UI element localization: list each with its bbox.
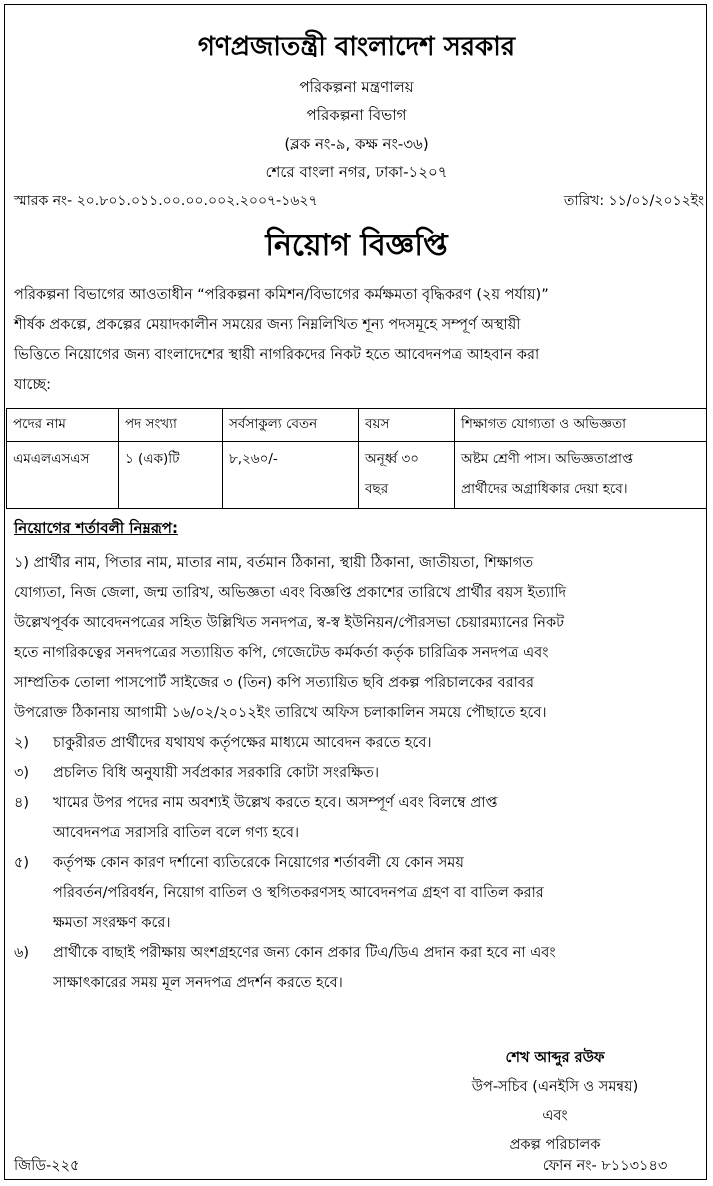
intro-line: ভিত্তিতে নিয়োগের জন্য বাংলাদেশের স্থায়ী নাগরিকদের নিকট হতে আবেদনপত্র আহবান করা	[14, 347, 540, 363]
condition-number: ৪)	[14, 795, 30, 811]
intro-line: পরিকল্পনা বিভাগের আওতাধীন “পরিকল্পনা কমিশন/বিভাগের কর্মক্ষমতা বৃদ্ধিকরণ (২য় পর্যায়)”	[14, 287, 549, 303]
condition-item	[14, 938, 704, 998]
condition-line: চাকুরীরত প্রার্থীদের যথাযথ কর্তৃপক্ষের মাধ্যমে আবেদন করতে হবে।	[53, 735, 432, 751]
condition-number: ৩)	[14, 765, 30, 781]
cell-salary: ৮,২৬০/-	[223, 442, 359, 509]
signatory-and: এবং	[542, 1108, 568, 1124]
signatory-designation: উপ-সচিব (এনইসি ও সমন্বয়)	[471, 1079, 639, 1095]
condition-line: আবেদনপত্র সরাসরি বাতিল বলে গণ্য হবে।	[53, 825, 300, 841]
condition-line: প্রার্থীকে বাছাই পরীক্ষায় অংশগ্রহণের জন্য কোন প্রকার টিএ/ডিএ প্রদান করা হবে না এবং	[53, 945, 556, 961]
condition-item	[14, 848, 704, 938]
condition-line: প্রচলিত বিধি অনুযায়ী সর্বপ্রকার সরকারি কোটা সংরক্ষিত।	[53, 765, 380, 781]
qualification-line: অষ্টম শ্রেণী পাস। অভিজ্ঞতাপ্রাপ্ত	[461, 451, 633, 467]
header-qualification: শিক্ষাগত যোগ্যতা ও অভিজ্ঞতা	[455, 409, 707, 442]
condition-item	[14, 758, 704, 788]
vacancy-table	[6, 408, 707, 509]
condition-number: ২)	[14, 735, 30, 751]
condition-line: সাম্প্রতিক তোলা পাসপোর্ট সাইজের ৩ (তিন) কপি সত্যায়িত ছবি প্রকল্প পরিচালকের বরাবর	[14, 675, 534, 691]
office-address: শেরে বাংলা নগর, ঢাকা-১২০৭	[265, 163, 448, 181]
ministry-name: পরিকল্পনা মন্ত্রণালয়	[299, 78, 414, 96]
phone-number: ফোন নং- ৮১১৩১৪৩	[542, 1158, 668, 1174]
cell-age	[359, 442, 455, 509]
condition-item	[14, 788, 704, 848]
block-room: (ব্লক নং-৯, কক্ষ নং-৩৬)	[284, 135, 429, 153]
conditions-list	[14, 548, 704, 998]
intro-line: যাচ্ছে:	[14, 377, 51, 393]
age-line: বছর	[365, 481, 389, 497]
signatory-role: প্রকল্প পরিচালক	[509, 1137, 601, 1153]
division-name: পরিকল্পনা বিভাগ	[306, 106, 407, 124]
age-line: অনূর্ধ্ব ৩০	[365, 451, 420, 467]
condition-line: পরিবর্তন/পরিবর্ধন, নিয়োগ বাতিল ও স্থগিতকরণসহ আবেদনপত্র গ্রহণ বা বাতিল করার	[53, 885, 544, 901]
condition-item	[14, 548, 704, 728]
condition-line: ক্ষমতা সংরক্ষণ করে।	[53, 915, 171, 931]
cell-post: এমএলএসএস	[7, 442, 119, 509]
notice-title: নিয়োগ বিজ্ঞপ্তি	[265, 228, 448, 263]
memo-date: তারিখ: ১১/০১/২০১২ইং	[563, 193, 704, 209]
conditions-heading: নিয়োগের শর্তাবলী নিম্নরূপ:	[14, 519, 178, 537]
condition-line: কর্তৃপক্ষ কোন কারণ দর্শানো ব্যতিরেকে নিয়োগের শর্তাবলী যে কোন সময়	[53, 855, 464, 871]
qualification-line: প্রার্থীদের অগ্রাধিকার দেয়া হবে।	[461, 481, 628, 497]
condition-line: ১) প্রার্থীর নাম, পিতার নাম, মাতার নাম, বর্তমান ঠিকানা, স্থায়ী ঠিকানা, জাতীয়তা, শিক্ষাগত	[14, 555, 534, 571]
memo-number: স্মারক নং- ২০.৮০১.০১১.০০.০০.০০২.২০০৭-১৬২৭	[14, 193, 318, 209]
header-post: পদের নাম	[7, 409, 119, 442]
intro-paragraph	[14, 280, 702, 400]
memo-row	[14, 189, 704, 213]
header-count: পদ সংখ্যা	[119, 409, 223, 442]
header-age: বয়স	[359, 409, 455, 442]
condition-line: খামের উপর পদের নাম অবশ্যই উল্লেখ করতে হবে। অসম্পূর্ণ এবং বিলম্বে প্রাপ্ত	[53, 795, 498, 811]
condition-item	[14, 728, 704, 758]
table-header-row	[7, 409, 707, 442]
condition-number: ৫)	[14, 855, 30, 871]
intro-line: শীর্ষক প্রকল্পে, প্রকল্পের মেয়াদকালীন সময়ের জন্য নিম্নলিখিত শূন্য পদসমূহে সম্পূর্ণ অস্থায়ী	[14, 317, 521, 333]
government-title: গণপ্রজাতন্ত্রী বাংলাদেশ সরকার	[197, 32, 516, 62]
table-row	[7, 442, 707, 509]
cell-qualification	[455, 442, 707, 509]
condition-line: সাক্ষাৎকারের সময় মূল সনদপত্র প্রদর্শন করতে হবে।	[53, 975, 343, 991]
header-salary: সর্বসাকুল্য বেতন	[223, 409, 359, 442]
condition-number: ৬)	[14, 945, 30, 961]
signature-block	[420, 1044, 690, 1160]
signatory-name: শেখ আব্দুর রউফ	[505, 1050, 605, 1066]
condition-line: উল্লেখপূর্বক আবেদনপত্রের সহিত উল্লিখিত সনদপত্র, স্ব-স্ব ইউনিয়ন/পৌরসভা চেয়ারম্যানের নিকট	[14, 615, 564, 631]
cell-count: ১ (এক)টি	[119, 442, 223, 509]
condition-line: উপরোক্ত ঠিকানায় আগামী ১৬/০২/২০১২ইং তারিখে অফিস চলাকালিন সময়ে পৌছাতে হবে।	[14, 705, 547, 721]
condition-line: যোগ্যতা, নিজ জেলা, জন্ম তারিখ, অভিজ্ঞতা এবং বিজ্ঞপ্তি প্রকাশের তারিখে প্রার্থীর বয়স ইত্যাদি	[14, 585, 567, 601]
gd-number: জিডি-২২৫	[14, 1158, 80, 1174]
condition-line: হতে নাগরিকত্বের সনদপত্রের সত্যায়িত কপি, গেজেটেড কর্মকর্তা কর্তৃক চারিত্রিক সনদপত্র এবং	[14, 645, 549, 661]
